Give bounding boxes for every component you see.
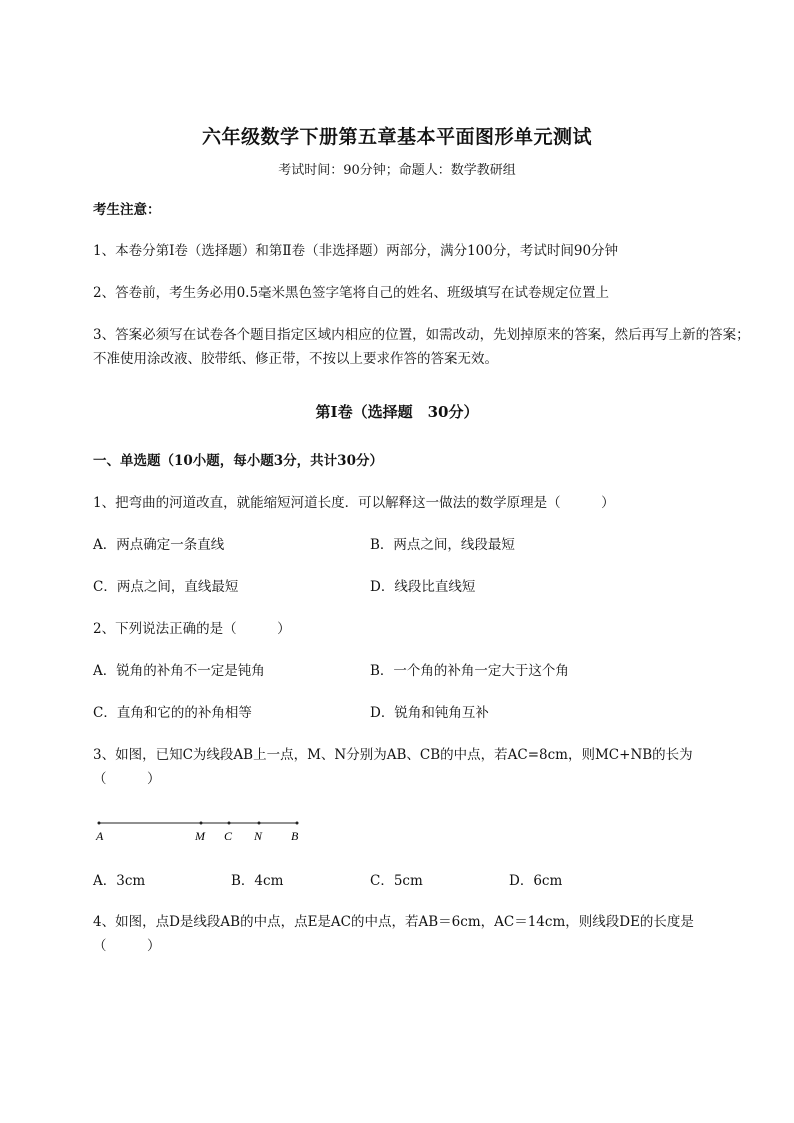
question-3-option-d[interactable]: D．6cm [509,873,563,889]
notice-item-3: 3、答案必须写在试卷各个题目指定区域内相应的位置，如需改动，先划掉原来的答案，然后再写上新的答案；不准使用涂改液、胶带纸、修正带，不按以上要求作答的答案无效。 [93,327,750,367]
segment-diagram [93,812,313,848]
question-2-option-d[interactable]: D．锐角和钝角互补 [370,705,489,721]
question-1-option-d[interactable]: D．线段比直线短 [370,579,476,595]
question-4-stem: 4、如图，点D是线段AB的中点，点E是AC的中点，若AB＝6cm，AC＝14cm，则线段DE的长度是（ ） [93,914,694,954]
notice-item-1: 1、本卷分第Ⅰ卷（选择题）和第Ⅱ卷（非选择题）两部分，满分100分，考试时间90分钟 [93,243,619,259]
question-1-option-b[interactable]: B．两点之间，线段最短 [370,537,515,553]
page-subtitle: 考试时间：90分钟；命题人：数学教研组 [278,163,516,178]
question-3-stem: 3、如图，已知C为线段AB上一点，M、N分别为AB、CB的中点，若AC=8cm，则MC+NB的长为（ ） [93,747,693,787]
question-2-option-a[interactable]: A．锐角的补角不一定是钝角 [93,663,265,679]
question-2-stem: 2、下列说法正确的是（ ） [93,621,291,637]
point-b-dot [296,822,299,825]
point-c-dot [228,822,231,825]
point-m-dot [200,822,203,825]
point-n-dot [258,822,261,825]
label-a: A [96,829,104,843]
question-3-option-c[interactable]: C．5cm [370,873,423,889]
notice-item-2: 2、答卷前，考生务必用0.5毫米黑色签字笔将自己的姓名、班级填写在试卷规定位置上 [93,285,610,301]
label-b: B [291,829,299,843]
label-m: M [195,829,205,843]
label-c: C [224,829,233,843]
question-1-option-a[interactable]: A．两点确定一条直线 [93,537,225,553]
question-1-option-c[interactable]: C．两点之间，直线最短 [93,579,239,595]
label-n: N [254,829,263,843]
section-title: 第Ⅰ卷（选择题 30分） [315,403,479,421]
point-a-dot [98,822,101,825]
page-title: 六年级数学下册第五章基本平面图形单元测试 [201,126,592,148]
question-1-stem: 1、把弯曲的河道改直，就能缩短河道长度．可以解释这一做法的数学原理是（ ） [93,495,615,511]
question-3-option-b[interactable]: B．4cm [231,873,284,889]
notice-heading: 考生注意： [93,202,161,218]
part-heading: 一、单选题（10小题，每小题3分，共计30分） [93,453,383,469]
question-3-option-a[interactable]: A．3cm [93,873,146,889]
question-2-option-c[interactable]: C．直角和它的的补角相等 [93,705,252,721]
question-2-option-b[interactable]: B．一个角的补角一定大于这个角 [370,663,569,679]
